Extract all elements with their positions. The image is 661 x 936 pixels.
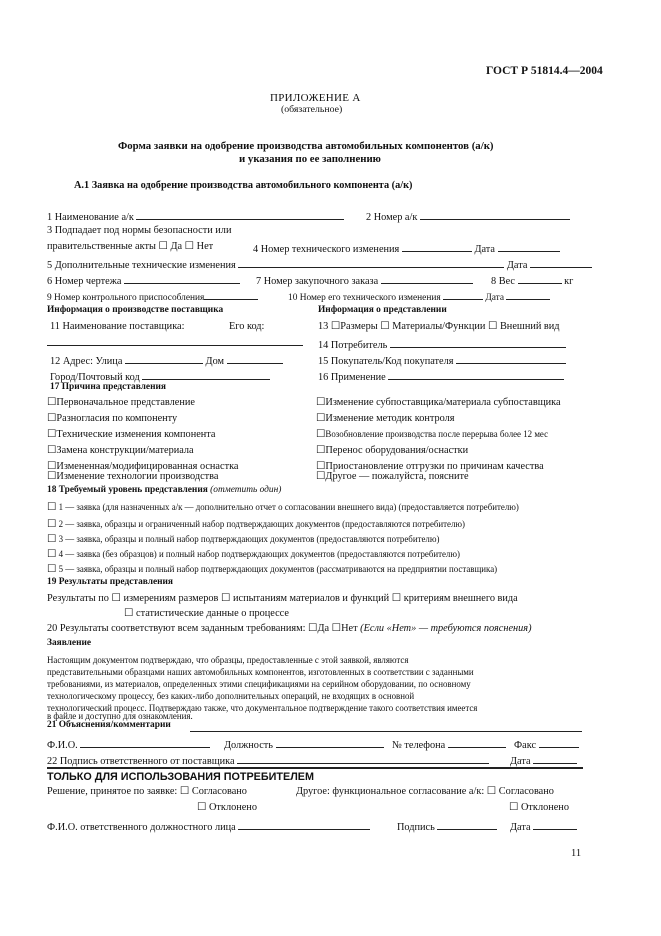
fio-label: Ф.И.О. [47, 740, 78, 751]
weight-field [491, 274, 573, 287]
no-label: Нет [196, 241, 214, 252]
reason-item[interactable] [47, 446, 194, 457]
application-input[interactable] [388, 370, 564, 380]
dimensions-label: измерениям размеров [123, 593, 219, 604]
decision-label: Решение, принятое по заявке: [47, 786, 178, 797]
additional-changes-input[interactable] [238, 258, 504, 268]
product-name-field [47, 210, 344, 223]
checkbox-icon[interactable]: ☐ [179, 786, 190, 797]
house-label: Дом [205, 356, 225, 367]
conformance-field [47, 624, 532, 635]
checkbox-icon[interactable]: ☐ [47, 461, 57, 472]
date-label: Дата [485, 293, 505, 303]
checkbox-icon[interactable]: ☐ [47, 502, 57, 513]
date-label: Дата [474, 244, 495, 255]
checkbox-icon[interactable]: ☐ [47, 397, 57, 408]
weight-input[interactable] [518, 274, 562, 284]
decision-field [47, 787, 247, 798]
checkbox-icon[interactable]: ☐ [316, 413, 326, 424]
buyer-code-input[interactable] [456, 354, 566, 364]
gauge-change-input[interactable] [443, 290, 483, 300]
checkbox-icon[interactable]: ☐ [487, 321, 498, 332]
reason-item-label: Изменение субпоставщика/материала субпоставщика [325, 397, 561, 408]
checkbox-icon[interactable]: ☐ [111, 593, 121, 604]
checkbox-icon[interactable]: ☐ [316, 471, 326, 482]
gov-acts-label: правительственные акты [47, 241, 156, 252]
level-item-label: 1 — заявка (для назначенных а/к — дополнительно отчет о согласовании внешнего вида) (предоставляется потребителю) [58, 502, 519, 512]
gauge-number-input[interactable] [204, 290, 258, 300]
statistics-option [124, 609, 289, 620]
level-heading [47, 486, 281, 495]
checkbox-icon[interactable]: ☐ [47, 519, 57, 530]
application-field [318, 370, 564, 383]
approved-label: Согласовано [498, 786, 554, 797]
reason-item-label: Изменение методик контроля [325, 413, 455, 424]
level-item[interactable] [47, 520, 465, 531]
address-field [50, 354, 283, 367]
checkbox-icon[interactable]: ☐ [331, 623, 342, 634]
reason-item[interactable] [47, 414, 177, 425]
standard-code: ГОСТ Р 51814.4—2004 [486, 65, 603, 77]
position-label: Должность [224, 740, 273, 751]
city-input[interactable] [142, 370, 270, 380]
application-label: 16 Применение [318, 372, 386, 383]
declaration-line: представительными образцами наших автомобильных компонентов, изготовленных в соответствии с заданными [47, 667, 474, 677]
materials-label: Материалы/Функции [392, 321, 486, 332]
customer-input[interactable] [390, 338, 566, 348]
form-title-line2: и указания по ее заполнению [239, 153, 381, 165]
functional-approval-field [296, 787, 554, 798]
supplier-code-label: Его код: [229, 321, 265, 332]
reason-item-label: Технические изменения компонента [56, 429, 216, 440]
conformance-note: (Если «Нет» — требуются пояснения) [360, 623, 532, 634]
weight-unit: кг [564, 276, 574, 287]
decision-rejected-option [197, 803, 257, 814]
reason-item-label: Измененная/модифицированная оснастка [56, 461, 239, 472]
reason-item[interactable] [316, 446, 468, 457]
submission-type-field [318, 322, 560, 333]
level-item-label: 2 — заявка, образцы и ограниченный набор подтверждающих документов (предоставляются потребителю) [58, 519, 466, 529]
level-item[interactable] [47, 565, 497, 576]
rejected-label: Отклонено [209, 802, 257, 813]
safety-regulation-label: 3 Подпадает под нормы безопасности или [47, 225, 232, 236]
checkbox-icon[interactable]: ☐ [124, 608, 134, 619]
official-date-input[interactable] [533, 820, 577, 830]
reason-item[interactable] [47, 430, 215, 441]
official-signature-input[interactable] [437, 820, 497, 830]
level-item[interactable] [47, 503, 519, 514]
submission-info-heading: Информация о представлении [318, 305, 447, 315]
appearance-criteria-label: критериям внешнего вида [403, 593, 518, 604]
supplier-name-line[interactable] [47, 345, 303, 346]
drawing-number-label: 6 Номер чертежа [47, 276, 122, 287]
checkbox-icon[interactable]: ☐ [47, 413, 57, 424]
part-number-field [366, 210, 570, 223]
customer-field [318, 338, 566, 351]
checkbox-icon[interactable]: ☐ [486, 786, 497, 797]
reason-item-label: Приостановление отгрузки по причинам качества [325, 461, 544, 472]
checkbox-icon[interactable]: ☐ [158, 241, 168, 252]
field-13-label: 13 [318, 321, 329, 332]
fax-label: Факс [514, 740, 537, 751]
rejected-label: Отклонено [521, 802, 569, 813]
product-name-input[interactable] [136, 210, 344, 220]
weight-label: 8 Вес [491, 276, 515, 287]
phone-input[interactable] [448, 738, 506, 748]
purchase-order-label: 7 Номер закупочного заказа [256, 276, 379, 287]
additional-changes-date-input[interactable] [530, 258, 592, 268]
reason-item-label: Разногласия по компоненту [56, 413, 178, 424]
official-name-label: Ф.И.О. ответственного должностного лица [47, 822, 236, 833]
customer-only-heading: ТОЛЬКО ДЛЯ ИСПОЛЬЗОВАНИЯ ПОТРЕБИТЕЛЕМ [47, 771, 314, 783]
form-title-line1: Форма заявки на одобрение производства автомобильных компонентов (а/к) [118, 140, 494, 152]
reason-heading: 17 Причина представления [50, 382, 166, 392]
reason-item-label: Первоначальное представление [56, 397, 195, 408]
date-label: Дата [510, 822, 531, 833]
supplier-signature-input[interactable] [237, 754, 489, 764]
section-a1-title: А.1 Заявка на одобрение производства автомобильного компонента (а/к) [74, 180, 413, 191]
conformance-label: 20 Результаты соответствуют всем заданным требованиям: [47, 623, 306, 634]
position-input[interactable] [276, 738, 384, 748]
gauge-number-field [47, 290, 258, 303]
level-item[interactable] [47, 550, 460, 561]
yes-label: Да [170, 241, 183, 252]
checkbox-icon[interactable]: ☐ [330, 321, 341, 332]
level-heading-text: 18 Требуемый уровень представления [47, 485, 208, 495]
street-input[interactable] [125, 354, 203, 364]
purchase-order-field [256, 274, 473, 287]
date-label: Дата [506, 260, 528, 271]
official-name-input[interactable] [238, 820, 370, 830]
level-item-label: 5 — заявка, образцы и полный набор подтверждающих документов (рассматриваются на предприятии поставщика) [58, 564, 498, 574]
city-label: Город/Почтовый код [50, 372, 140, 383]
checkbox-icon[interactable]: ☐ [47, 471, 57, 482]
results-prefix: Результаты по [47, 593, 109, 604]
checkbox-icon[interactable]: ☐ [391, 593, 402, 604]
official-signature-label: Подпись [397, 822, 435, 833]
reason-item-label: Перенос оборудования/оснастки [325, 445, 469, 456]
reason-item[interactable] [316, 430, 548, 441]
checkbox-icon[interactable]: ☐ [47, 564, 57, 575]
customer-label: 14 Потребитель [318, 340, 388, 351]
gauge-change-date-input[interactable] [506, 290, 550, 300]
results-heading: 19 Результаты представления [47, 577, 173, 587]
checkbox-icon[interactable]: ☐ [316, 445, 326, 456]
gauge-number-label: 9 Номер контрольного приспособления [47, 293, 205, 303]
fio-input[interactable] [80, 738, 210, 748]
declaration-line: технологический процесс. Подтверждаю также, что документальное подтверждение такого соответствия имеется [47, 703, 478, 713]
fio-field [47, 738, 210, 751]
supplier-info-heading: Информация о производстве поставщика [47, 305, 224, 315]
approved-label: Согласовано [191, 786, 247, 797]
reason-item-label: Другое — пожалуйста, поясните [325, 471, 469, 482]
eng-change-field [253, 242, 560, 255]
reason-item-label: Возобновление производства после перерыва более 12 мес [325, 429, 549, 439]
checkbox-icon[interactable]: ☐ [316, 429, 326, 440]
supplier-signature-field [47, 754, 489, 767]
gauge-change-field [288, 290, 550, 303]
buyer-code-label: 15 Покупатель/Код покупателя [318, 356, 454, 367]
additional-changes-field [47, 258, 592, 271]
statistics-label: статистические данные о процессе [136, 608, 289, 619]
checkbox-icon[interactable]: ☐ [184, 241, 195, 252]
position-field [224, 738, 384, 751]
phone-field [392, 738, 506, 751]
signature-date-input[interactable] [533, 754, 577, 764]
appearance-label: Внешний вид [499, 321, 560, 332]
reason-item[interactable] [316, 414, 455, 425]
reason-item[interactable] [316, 398, 561, 409]
comments-label: 21 Объяснения/комментарии [47, 720, 171, 730]
gauge-change-label: 10 Номер его технического изменения [288, 293, 441, 303]
signature-date-field [510, 754, 577, 767]
declaration-line: в файле и доступно для ознакомления. [47, 711, 193, 721]
house-input[interactable] [227, 354, 283, 364]
no-label: Нет [341, 623, 358, 634]
checkbox-icon[interactable]: ☐ [47, 429, 57, 440]
product-name-label: 1 Наименование а/к [47, 212, 134, 223]
declaration-line: технологическому процессу, без каких-либо дополнительных операций, не входящих в основной [47, 691, 415, 701]
part-number-input[interactable] [420, 210, 570, 220]
reason-item-label: Изменение технологии производства [56, 471, 219, 482]
level-item[interactable] [47, 535, 439, 546]
checkbox-icon[interactable]: ☐ [197, 802, 207, 813]
checkbox-icon[interactable]: ☐ [47, 445, 57, 456]
checkbox-icon[interactable]: ☐ [316, 461, 326, 472]
comments-input[interactable] [190, 731, 582, 732]
official-signature-field [397, 820, 497, 833]
results-options [47, 594, 518, 605]
checkbox-icon[interactable]: ☐ [47, 534, 57, 545]
level-heading-note: (отметить один) [210, 485, 282, 495]
supplier-name-label: 11 Наименование поставщика: [50, 321, 185, 332]
part-number-label: 2 Номер а/к [366, 212, 418, 223]
page-number: 11 [571, 848, 582, 859]
eng-change-input[interactable] [402, 242, 472, 252]
checkbox-icon[interactable]: ☐ [316, 397, 326, 408]
eng-change-date-input[interactable] [498, 242, 560, 252]
reason-item[interactable] [316, 472, 469, 483]
yes-label: Да [317, 623, 330, 634]
reason-item[interactable] [47, 472, 218, 483]
fax-input[interactable] [539, 738, 579, 748]
functional-rejected-option [509, 803, 569, 814]
checkbox-icon[interactable]: ☐ [509, 802, 519, 813]
reason-item-label: Замена конструкции/материала [56, 445, 194, 456]
checkbox-icon[interactable]: ☐ [47, 549, 57, 560]
reason-item[interactable] [47, 398, 195, 409]
drawing-number-input[interactable] [124, 274, 240, 284]
appendix-title: ПРИЛОЖЕНИЕ А [270, 92, 361, 104]
material-tests-label: испытаниям материалов и функций [233, 593, 390, 604]
section-divider [47, 767, 583, 769]
additional-changes-label: 5 Дополнительные технические изменения [47, 260, 236, 271]
level-item-label: 3 — заявка, образцы и полный набор подтверждающих документов (предоставляются потребителю) [58, 534, 440, 544]
sizes-label: Размеры [340, 321, 378, 332]
checkbox-icon[interactable]: ☐ [308, 623, 318, 634]
eng-change-label: 4 Номер технического изменения [253, 244, 400, 255]
level-item-label: 4 — заявка (без образцов) и полный набор подтверждающих документов (предоставляются потребителю) [58, 549, 460, 559]
appendix-note: (обязательное) [281, 104, 343, 115]
fax-field [514, 738, 579, 751]
street-label: 12 Адрес: Улица [50, 356, 123, 367]
supplier-signature-label: 22 Подпись ответственного от поставщика [47, 756, 235, 767]
declaration-line: Настоящим документом подтверждаю, что образцы, предоставленные с этой заявкой, являются [47, 655, 409, 665]
declaration-line: требованиями, из материалов, определенных этими спецификациями на серийном оборудовании, по основному [47, 679, 471, 689]
official-name-field [47, 820, 370, 833]
checkbox-icon[interactable]: ☐ [221, 593, 231, 604]
official-date-field [510, 820, 577, 833]
gov-acts-field [47, 242, 213, 253]
drawing-number-field [47, 274, 240, 287]
functional-approval-label: Другое: функциональное согласование а/к: [296, 786, 485, 797]
date-label: Дата [510, 756, 531, 767]
purchase-order-input[interactable] [381, 274, 473, 284]
checkbox-icon[interactable]: ☐ [380, 321, 390, 332]
buyer-code-field [318, 354, 566, 367]
phone-label: № телефона [392, 740, 446, 751]
declaration-heading: Заявление [47, 638, 92, 648]
